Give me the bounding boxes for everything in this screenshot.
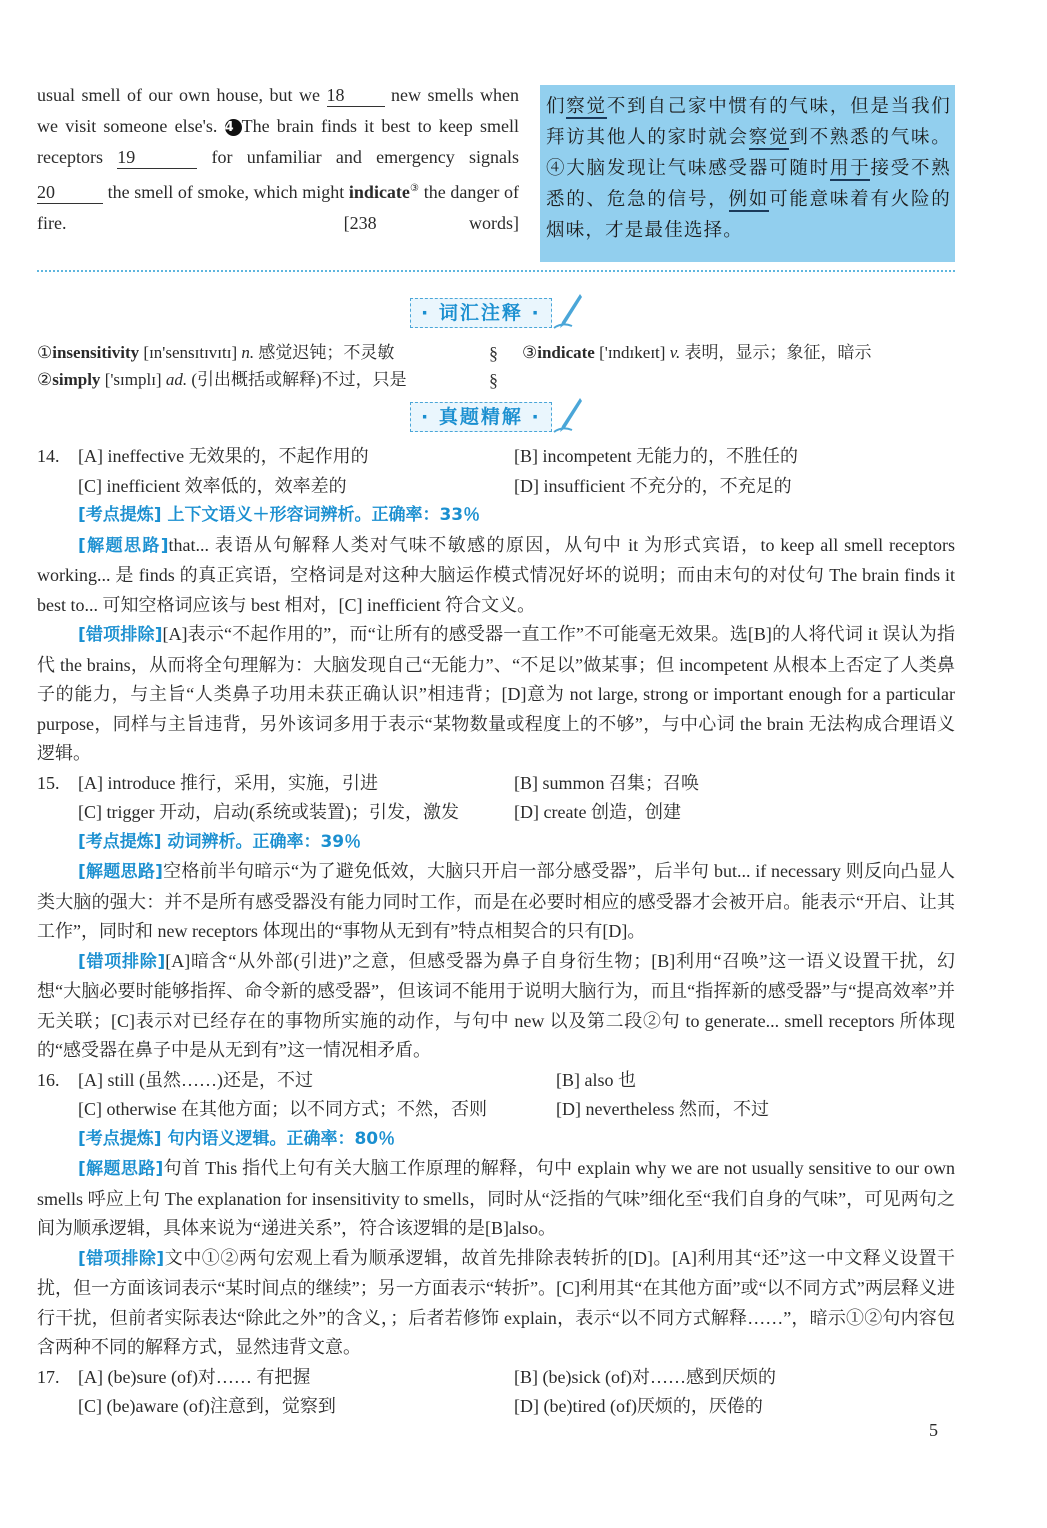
option-row [37,442,955,472]
explanation-text: 文中①②两句宏观上看为顺承逻辑，故首先排除表转折的[D]。[A]利用其“还”这一中文释义设置干扰，但一方面该词表示“某时间点的继续”；另一方面表示“转折”。[C]利用其“在其他方面”或“以不同方式”两层释义进行干扰，但前者实际表达“除此之外”的含义，；后者若修饰 explain，表示“以不同方式解释……”，暗示①②句内容包含两种不同的解释方式，显然违背文意。 [37,1247,955,1357]
vocab-word: insensitivity [52,343,140,362]
passage-text: the smell of smoke, which might [107,182,345,202]
translation-text: 接受不熟悉的、危急的信号， [546,158,951,210]
option-row [37,1363,955,1393]
option-row [37,1392,955,1422]
wrong-option-analysis [37,1244,955,1363]
blank-20: 20 [37,181,103,204]
vocab-item [37,339,394,366]
vocab-section-title: · 词汇注释 · [410,298,552,328]
option-a: [A] (be)sure (of)对…… 有把握 [78,1366,311,1387]
underlined-term: 用于 [829,158,871,179]
option-b: [B] summon 召集；召唤 [514,772,700,793]
section-label: [错项排除] [78,1248,165,1269]
vocab-num: ② [37,370,53,389]
translation-text: 到不熟悉的气味。④大脑发现让气味感受器可随时 [546,127,951,179]
question-number: 17. [37,1366,60,1387]
vocab-word: indicate [537,343,595,362]
vocab-pos: ad. [165,370,188,389]
option-row [37,769,955,799]
passage-text: for unfamiliar and emergency signals [211,147,520,167]
vocab-num: ① [37,343,53,362]
blank-19: 19 [117,146,197,169]
section-label: [错项排除] [78,625,163,645]
vocab-item [522,339,871,366]
question-explanations [37,442,955,1422]
option-b: [B] (be)sick (of)对……感到厌烦的 [514,1366,776,1387]
explanation-text: [A]暗含“从外部(引进)”之意，但感受器为鼻子自身衍生物；[B]利用“召唤”这一语义设置干扰，幻想“大脑必要时能够指挥、命令新的感受器”，但该词不能用于说明大脑行为，而且“指挥新的感受器”与“提高效率”并无关联；[C]表示对已经存在的事物所实施的动作，与句中 new 以及第二段②句 to generate... smell receptors 所体现的“感受器在鼻子中是从无到有”这一情况相矛盾。 [37,950,955,1060]
explanation-text: [A]表示“不起作用的”，而“让所有的感受器一直工作”不可能毫无效果。选[B]的人将代词 it 误认为指代 the brains，从而将全句理解为：大脑发现自己“无能力”、“不足以”做某事；但 incompetent 从根本上否定了人类鼻子的能力，与主旨“人类鼻子功用未获正确认识”相违背；[D]意为 not large, strong or important enough for a particular purpose，同样与主旨违背，另外该词多用于表示“某物数量或程度上的不够”，与中心词 the brain 无法构成合理语义逻辑。 [37,624,956,763]
vocab-phonetic: ['ɪndɪkeɪt] [599,343,666,362]
sentence-marker-4: 4 [225,119,242,136]
blank-18: 18 [327,84,385,107]
section-label: [解题思路] [78,862,163,882]
option-a: [A] still (虽然……)还是，不过 [78,1069,313,1090]
question-number: 15. [37,772,60,793]
option-row [37,798,955,828]
solution-approach [37,531,955,621]
vocab-phonetic: [ɪn'sensɪtɪvɪtɪ] [143,343,238,362]
translation-text: 们 [546,96,567,117]
option-d: [D] insufficient 不充分的，不充足的 [514,475,792,496]
solution-approach [37,857,955,947]
explanation-text: that... 表语从句解释人类对气味不敏感的原因，从句中 it 为形式宾语，to keep all smell receptors working... 是 finds 的真正宾语，空格词是对这种大脑运作模式情况好坏的说明；而由末句的对仗句 The brain finds it best to... 可知空格词应该与 best 相对，[C] inefficient 符合文义。 [37,534,955,615]
option-c: [C] inefficient 效率低的，效率差的 [78,475,347,496]
question-number: 14. [37,446,60,466]
column-divider-icon: § § [489,343,498,390]
passage-text: The brain finds it best to keep smell receptors [37,116,520,167]
option-row [37,1095,955,1125]
note-ref: ③ [409,183,420,194]
passage-text: new smells when we visit someone else's. [37,85,520,136]
key-point: [考点提炼] 上下文语义＋形容词辨析。正确率：33％ [78,505,481,525]
key-point: [考点提炼] 句内语义逻辑。正确率：80％ [78,1128,396,1149]
wrong-option-analysis [37,620,955,769]
option-d: [D] nevertheless 然而，不过 [556,1099,769,1119]
option-c: [C] otherwise 在其他方面；以不同方式；不然，否则 [78,1099,487,1119]
passage-text: usual smell of our own house, but we [37,85,320,105]
explanation-text: 空格前半句暗示“为了避免低效，大脑只开启一部分感受器”，后半句 but... if necessary 则反向凸显人类大脑的强大：并不是所有感受器没有能力同时工作，而是在必要时相应的感受器才会被开启。能表示“开启、让其工作”，同时和 new receptors 体现出的“事物从无到有”特点相契合的只有[D]。 [37,861,956,941]
option-c: [C] (be)aware (of)注意到，觉察到 [78,1396,336,1416]
vocab-item [37,366,407,393]
vocab-meaning: 表明，显示；象征，暗示 [684,343,872,362]
translation-text: 可能意味着有火险的烟味，才是最佳选择。 [546,189,951,241]
wrong-option-analysis [37,947,955,1066]
section-label: [错项排除] [78,951,166,972]
vocab-word: simply [52,370,101,389]
option-b: [B] also 也 [556,1069,636,1090]
pen-icon [550,292,584,332]
section-label: [解题思路] [78,535,169,556]
passage-text: the danger of fire. [37,182,520,233]
underlined-term: 察觉 [566,96,607,117]
vocab-phonetic: ['sɪmplɪ] [104,370,162,389]
option-a: [A] ineffective 无效果的，不起作用的 [78,446,369,466]
underlined-term: 察觉 [748,127,790,148]
key-point: [考点提炼] 动词辨析。正确率：39％ [78,831,362,852]
pen-icon [550,396,584,436]
section-divider [37,270,955,272]
option-b: [B] incompetent 无能力的，不胜任的 [514,446,798,466]
page-number: 5 [929,1420,938,1440]
question-number: 16. [37,1069,60,1090]
option-a: [A] introduce 推行，采用，实施，引进 [78,772,378,793]
option-d: [D] (be)tired (of)厌烦的，厌倦的 [514,1396,763,1416]
passage-excerpt [37,80,519,239]
explanation-text: 句首 This 指代上句有关大脑工作原理的解释，句中 explain why we are not usually sensitive to our own smells 呼应上句 The explanation for insensitivity to smells，同时从“泛指的气味”细化至“我们自身的气味”，可见两句之间为顺承逻辑，具体来说为“递进关系”，符合该逻辑的是[B]also。 [37,1158,956,1238]
section-label: [解题思路] [78,1159,164,1179]
option-row [37,472,955,502]
underlined-term: 例如 [728,189,770,210]
vocab-word-indicate: indicate [348,182,410,202]
vocab-meaning: 感觉迟钝；不灵敏 [258,343,395,362]
option-d: [D] create 创造，创建 [514,802,681,822]
option-row [37,1066,955,1096]
questions-section-title: · 真题精解 · [410,402,552,432]
vocab-meaning: (引出概括或解释)不过，只是 [191,370,407,389]
vocab-pos: v. [669,343,681,362]
vocab-pos: n. [241,343,255,362]
word-count: [238 words] [343,213,519,233]
vocab-num: ③ [522,343,538,362]
translation-text: 不到自己家中惯有的气味，但是当我们拜访其他人的家时就会 [546,96,951,148]
translation-box [540,85,955,262]
option-c: [C] trigger 开动，启动(系统或装置)；引发，激发 [78,802,459,822]
solution-approach [37,1154,955,1244]
